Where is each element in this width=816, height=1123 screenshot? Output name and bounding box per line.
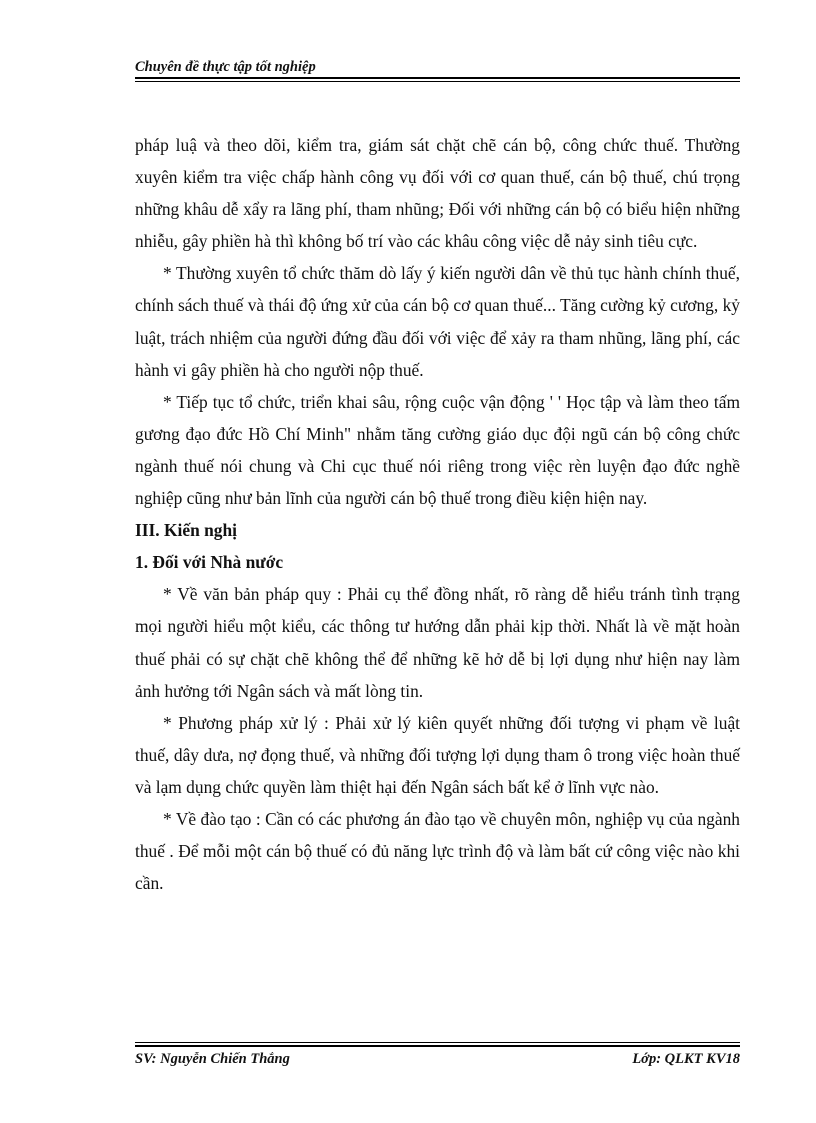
header-rule-thin [135, 81, 740, 82]
footer-rule-thin [135, 1042, 740, 1043]
paragraph-5: * Phương pháp xử lý : Phải xử lý kiên quyết những đối tượng vi phạm về luật thuế, dây dưa, nợ đọng thuế, và những đối tượng lợi dụng tham ô trong việc hoàn thuế và lạm dụng chức quyền làm thiệt hại đến Ngân sách bất kể ở lĩnh vực nào. [135, 712, 740, 797]
page-body [135, 129, 740, 899]
footer-row [135, 1050, 740, 1068]
document-title: Chuyên đề thực tập tốt nghiệp [135, 59, 316, 75]
header-rule-thick [135, 77, 740, 79]
page-header [135, 58, 740, 82]
paragraph-2: * Thường xuyên tổ chức thăm dò lấy ý kiến người dân về thủ tục hành chính thuế, chính sách thuế và thái độ ứng xử của cán bộ cơ quan thuế... Tăng cường kỷ cương, kỷ luật, trách nhiệm của người đứng đầu đối với việc để xảy ra tham nhũng, lãng phí, các hành vi gây phiền hà cho người nộp thuế. [135, 263, 740, 380]
subsection-heading: 1. Đối với Nhà nước [135, 552, 284, 573]
paragraph-1: pháp luậ và theo dõi, kiểm tra, giám sát chặt chẽ cán bộ, công chức thuế. Thường xuyên kiểm tra việc chấp hành công vụ đối với cơ quan thuế, cán bộ thuế, chú trọng những khâu dễ xẩy ra lãng phí, tham nhũng; Đối với những cán bộ có biểu hiện những nhiễu, gây phiền hà thì không bố trí vào các khâu công việc dễ nảy sinh tiêu cực. [135, 135, 740, 252]
page-footer [135, 1042, 740, 1068]
paragraph-6: * Về đào tạo : Cần có các phương án đào tạo về chuyên môn, nghiệp vụ của ngành thuế . Để mỗi một cán bộ thuế có đủ năng lực trình độ và làm bất cứ công việc nào khi cần. [135, 808, 740, 894]
footer-rule-thick [135, 1045, 740, 1047]
paragraph-4: * Về văn bản pháp quy : Phải cụ thể đồng nhất, rõ ràng dễ hiểu tránh tình trạng mọi người hiểu một kiểu, các thông tư hướng dẫn phải kịp thời. Nhất là về mặt hoàn thuế phải có sự chặt chẽ không thể để những kẽ hở dễ bị lợi dụng như hiện nay làm ảnh hưởng tới Ngân sách và mất lòng tin. [135, 584, 740, 701]
section-heading: III. Kiến nghị [135, 520, 237, 541]
student-name: SV: Nguyễn Chiến Thắng [135, 1051, 290, 1067]
paragraph-3: * Tiếp tục tổ chức, triển khai sâu, rộng cuộc vận động ' ' Học tập và làm theo tấm gương đạo đức Hồ Chí Minh" nhằm tăng cường giáo dục đội ngũ cán bộ công chức ngành thuế nói chung và Chi cục thuế nói riêng trong việc rèn luyện đạo đức nghề nghiệp cũng như bản lĩnh của người cán bộ thuế trong điều kiện hiện nay. [135, 391, 740, 509]
class-name: Lớp: QLKT KV18 [632, 1051, 740, 1067]
